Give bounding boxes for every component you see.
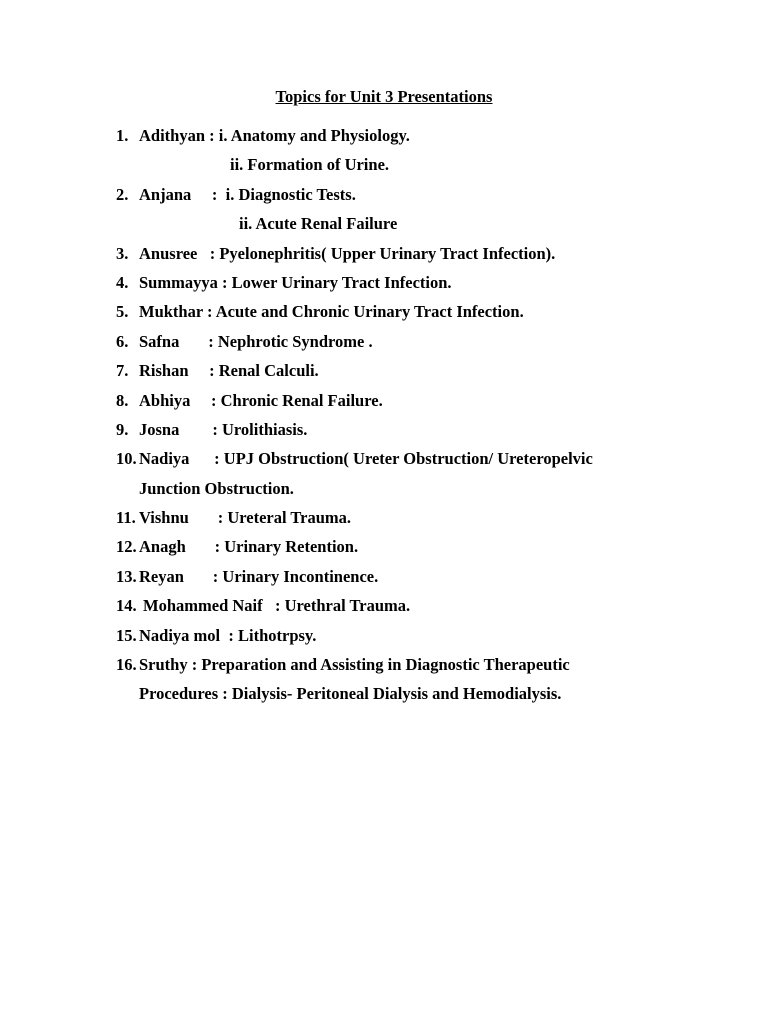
item-text: Nadiya mol : Lithotrpsy. [139, 625, 317, 645]
list-item-continuation [116, 478, 676, 507]
list-item [116, 331, 676, 360]
item-number: 4. [116, 272, 129, 292]
item-text: Sruthy : Preparation and Assisting in Diagnostic Therapeutic [139, 655, 570, 675]
item-text: Mukthar : Acute and Chronic Urinary Tract Infection. [139, 302, 524, 322]
list-item [116, 360, 676, 389]
item-text: Adithyan : i. Anatomy and Physiology. [139, 126, 410, 145]
item-number: 2. [116, 184, 129, 204]
item-text: Anagh : Urinary Retention. [139, 537, 359, 557]
list-item-continuation [116, 154, 676, 183]
item-text: ii. Formation of Urine. [230, 155, 390, 175]
item-number: 16. [116, 655, 137, 675]
item-text: Anusree : Pyelonephritis( Upper Urinary Tract Infection). [139, 243, 556, 263]
list-item [116, 448, 676, 477]
list-item [116, 301, 676, 330]
list-item [116, 595, 676, 624]
item-number: 3. [116, 243, 129, 263]
item-text: Summayya : Lower Urinary Tract Infection. [139, 272, 452, 292]
item-text: Nadiya : UPJ Obstruction( Ureter Obstruction/ Ureteropelvic [139, 449, 593, 469]
list-item [116, 507, 676, 536]
item-text: Procedures : Dialysis- Peritoneal Dialysis and Hemodialysis. [139, 684, 562, 704]
item-text: Vishnu : Ureteral Trauma. [139, 508, 352, 528]
item-text: Josna : Urolithiasis. [139, 419, 308, 439]
item-number: 14. [116, 596, 137, 616]
item-number: 13. [116, 566, 137, 586]
item-text: Anjana : i. Diagnostic Tests. [139, 184, 356, 204]
item-text: Junction Obstruction. [139, 478, 294, 498]
list-item [116, 654, 676, 683]
list-item [116, 184, 676, 213]
topic-list [116, 125, 676, 713]
page-title: Topics for Unit 3 Presentations [275, 87, 493, 106]
item-number: 5. [116, 302, 129, 322]
item-number: 7. [116, 361, 129, 381]
list-item-continuation [116, 213, 676, 242]
list-item [116, 125, 676, 154]
item-number: 6. [116, 331, 129, 351]
list-item [116, 390, 676, 419]
list-item-continuation [116, 683, 676, 712]
list-item [116, 566, 676, 595]
item-number: 10. [116, 449, 137, 469]
item-number: 8. [116, 390, 129, 410]
item-text: Safna : Nephrotic Syndrome . [139, 331, 373, 351]
list-item [116, 272, 676, 301]
item-text: ii. Acute Renal Failure [239, 214, 398, 234]
item-number: 9. [116, 419, 129, 439]
item-text: Rishan : Renal Calculi. [139, 361, 319, 381]
item-number: 1. [116, 126, 129, 145]
list-item [116, 536, 676, 565]
item-text: Abhiya : Chronic Renal Failure. [139, 390, 383, 410]
item-number: 12. [116, 537, 137, 557]
item-number: 11. [116, 508, 136, 528]
item-number: 15. [116, 625, 137, 645]
list-item [116, 419, 676, 448]
list-item [116, 243, 676, 272]
item-text: Reyan : Urinary Incontinence. [139, 566, 379, 586]
item-text: Mohammed Naif : Urethral Trauma. [143, 596, 411, 616]
list-item [116, 625, 676, 654]
